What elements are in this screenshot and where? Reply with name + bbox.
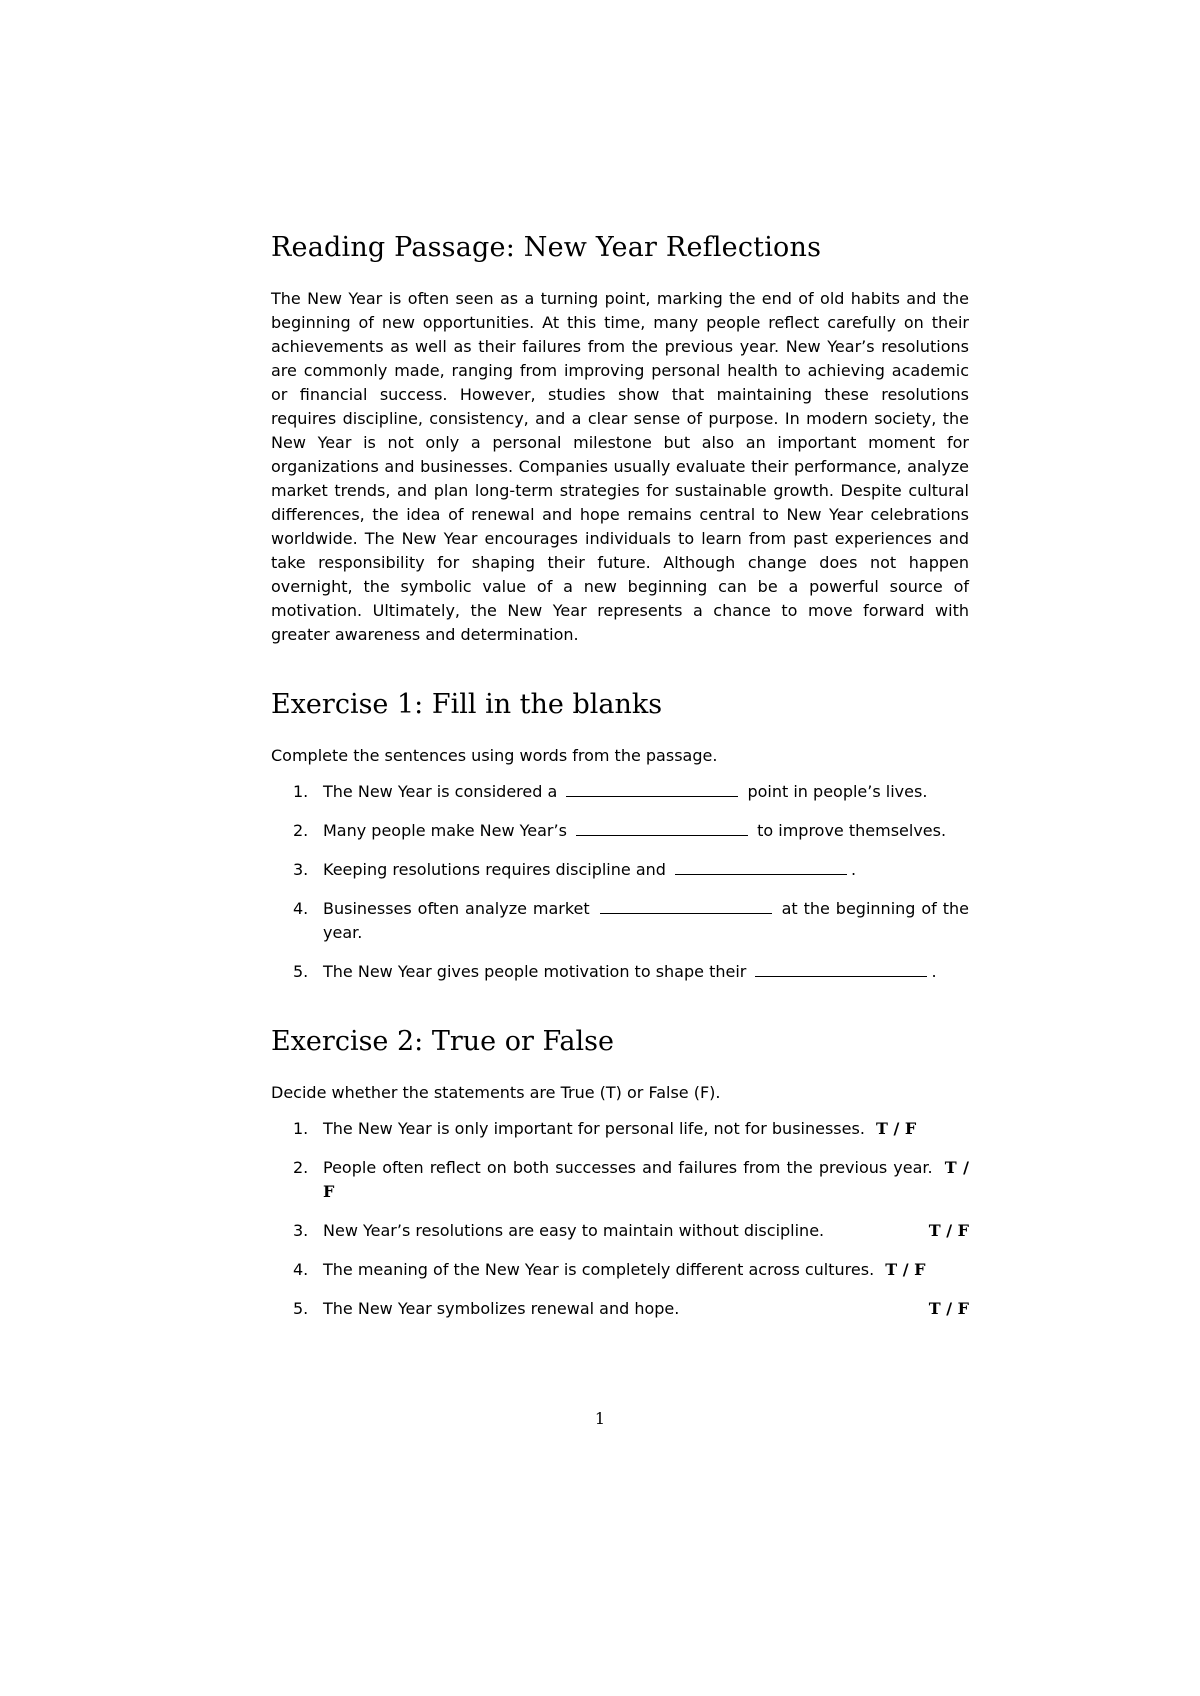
item-number: 4.	[293, 899, 309, 919]
exercise-1-item	[271, 858, 969, 882]
reading-passage: The New Year is often seen as a turning point, marking the end of old habits and the beginning of new opportunities. At this time, many people reflect carefully on their achievements as well as their failures from the previous year. New Year’s resolutions are commonly made, ranging from improving personal health to achieving academic or financial success. However, studies show that maintaining these resolutions requires discipline, consistency, and a clear sense of purpose. In modern society, the New Year is not only a personal milestone but also an important moment for organizations and businesses. Companies usually evaluate their performance, analyze market trends, and plan long-term strategies for sustainable growth. Despite cultural differences, the idea of renewal and hope remains central to New Year celebrations worldwide. The New Year encourages individuals to learn from past experiences and take responsibility for shaping their future. Although change does not happen overnight, the symbolic value of a new beginning can be a powerful source of motivation. Ultimately, the New Year represents a chance to move forward with greater awareness and determination.	[271, 289, 969, 645]
exercise-1-item	[271, 960, 969, 984]
statement-text: New Year’s resolutions are easy to maintain without discipline.	[323, 1221, 825, 1241]
fill-blank[interactable]	[600, 898, 772, 914]
item-number: 4.	[293, 1260, 309, 1280]
fill-blank[interactable]	[576, 820, 748, 836]
sentence-end: .	[931, 962, 937, 982]
exercise-2-item	[271, 1219, 969, 1243]
sentence-start: Many people make New Year’s	[323, 821, 567, 841]
fill-blank[interactable]	[675, 859, 847, 875]
item-number: 2.	[293, 1158, 309, 1178]
item-number: 2.	[293, 821, 309, 841]
statement-text: People often reflect on both successes and failures from the previous year.	[323, 1158, 933, 1178]
exercise-2-title: Exercise 2: True or False	[271, 1026, 614, 1058]
true-false-choice[interactable]: T / F	[876, 1119, 917, 1139]
sentence-end: at the beginning of the year.	[323, 899, 970, 943]
true-false-choice[interactable]: T / F	[928, 1221, 969, 1241]
item-number: 5.	[293, 1299, 309, 1319]
exercise-2-item	[271, 1297, 969, 1321]
exercise-2-item	[271, 1117, 969, 1141]
statement-text: The New Year symbolizes renewal and hope.	[323, 1299, 680, 1319]
exercise-1-item	[271, 819, 969, 843]
sentence-start: Keeping resolutions requires discipline and	[323, 860, 666, 880]
sentence-start: The New Year gives people motivation to shape their	[323, 962, 747, 982]
item-number: 1.	[293, 782, 309, 802]
true-false-choice[interactable]: T / F	[885, 1260, 926, 1280]
exercise-2-item	[271, 1156, 969, 1204]
fill-blank[interactable]	[755, 961, 927, 977]
document-page	[271, 230, 969, 1336]
sentence-start: The New Year is considered a	[323, 782, 558, 802]
exercise-1-item	[271, 897, 969, 945]
item-number: 3.	[293, 1221, 309, 1241]
statement-text: The New Year is only important for personal life, not for businesses.	[323, 1119, 865, 1139]
true-false-choice[interactable]: T / F	[928, 1299, 969, 1319]
exercise-1-list	[271, 780, 969, 984]
exercise-2-item	[271, 1258, 969, 1282]
exercise-1-instruction: Complete the sentences using words from the passage.	[271, 746, 718, 766]
page-title: Reading Passage: New Year Reflections	[271, 232, 822, 263]
true-false-choice[interactable]: T / F	[323, 1158, 969, 1202]
sentence-end: .	[851, 860, 857, 880]
sentence-end: point in people’s lives.	[747, 782, 928, 802]
sentence-end: to improve themselves.	[757, 821, 947, 841]
sentence-start: Businesses often analyze market	[323, 899, 590, 919]
exercise-2-instruction: Decide whether the statements are True (T) or False (F).	[271, 1083, 721, 1103]
exercise-1-title: Exercise 1: Fill in the blanks	[271, 689, 663, 721]
fill-blank[interactable]	[566, 781, 738, 797]
exercise-2-list	[271, 1117, 969, 1321]
item-number: 3.	[293, 860, 309, 880]
statement-text: The meaning of the New Year is completely different across cultures.	[323, 1260, 875, 1280]
exercise-1-item	[271, 780, 969, 804]
item-number: 1.	[293, 1119, 309, 1139]
item-number: 5.	[293, 962, 309, 982]
page-number: 1	[594, 1409, 606, 1428]
